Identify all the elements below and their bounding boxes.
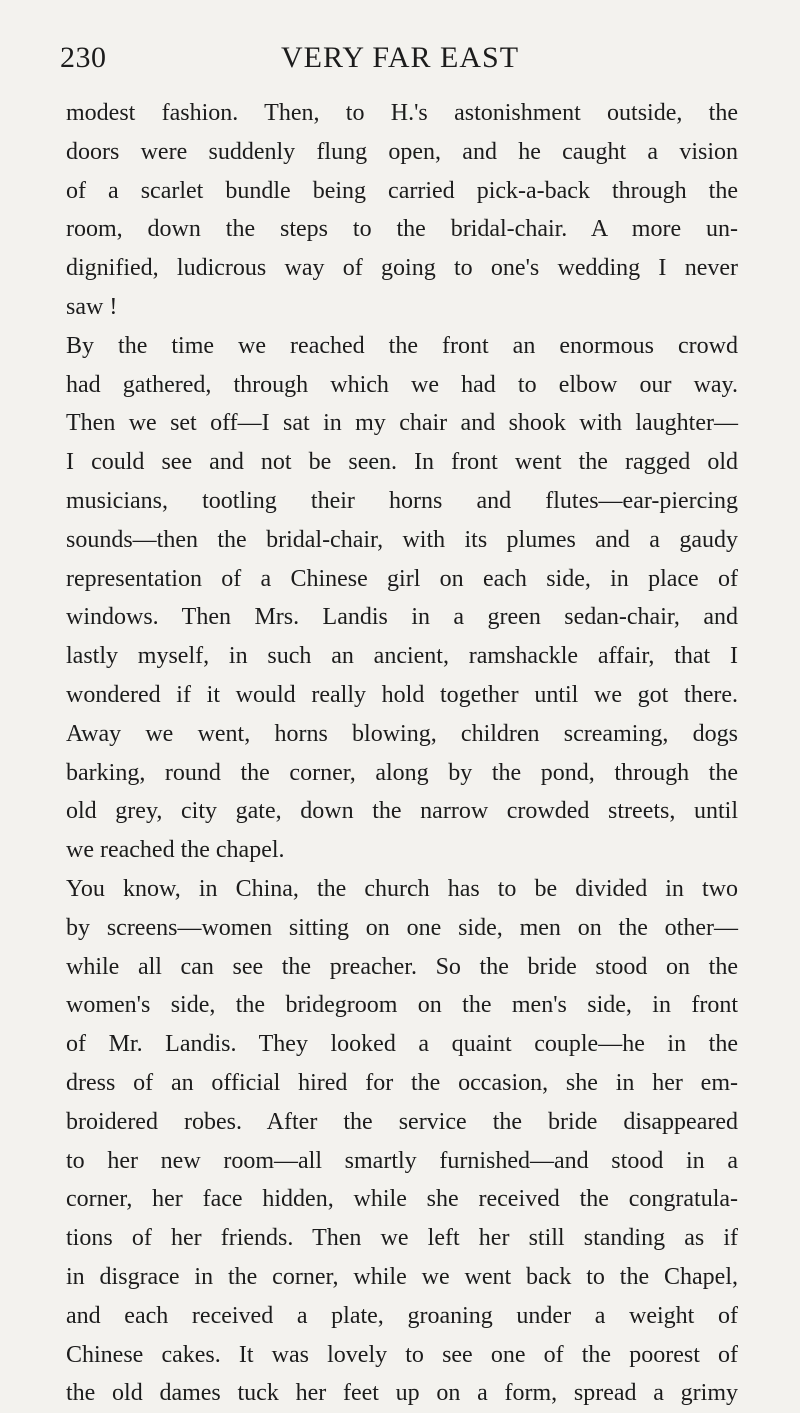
text-line: while all can see the preacher. So the bride stood on the [66, 953, 738, 980]
text-line: to her new room—all smartly furnished—and stood in a [66, 1147, 738, 1174]
body-text [66, 94, 738, 1413]
text-line: doors were suddenly flung open, and he caught a vision [66, 138, 738, 165]
text-line: broidered robes. After the service the bride disappeared [66, 1108, 738, 1135]
running-title: VERY FAR EAST [280, 41, 520, 74]
text-line: lastly myself, in such an ancient, ramshackle affair, that I [66, 643, 738, 670]
text-line: modest fashion. Then, to H.'s astonishment outside, the [66, 100, 738, 126]
text-line: saw ! [66, 293, 118, 320]
text-line: of a scarlet bundle being carried pick-a-back through the [66, 177, 738, 204]
text-line: sounds—then the bridal-chair, with its plumes and a gaudy [66, 526, 738, 553]
text-line: we reached the chapel. [66, 837, 285, 864]
text-line: room, down the steps to the bridal-chair. A more un- [66, 216, 738, 243]
text-line: wondered if it would really hold together until we got there. [66, 681, 738, 708]
text-line: women's side, the bridegroom on the men's side, in front [66, 992, 738, 1019]
text-line: I could see and not be seen. In front went the ragged old [66, 449, 738, 476]
text-line: dignified, ludicrous way of going to one's wedding I never [66, 255, 738, 282]
text-line: musicians, tootling their horns and flutes—ear-piercing [66, 487, 738, 514]
text-line: Away we went, horns blowing, children screaming, dogs [66, 720, 738, 747]
page-number: 230 [60, 41, 107, 74]
text-line: and each received a plate, groaning under a weight of [66, 1302, 738, 1329]
text-line: had gathered, through which we had to elbow our way. [66, 371, 738, 398]
text-line: Then we set off—I sat in my chair and shook with laughter— [66, 410, 738, 437]
text-line: by screens—women sitting on one side, men on the other— [66, 914, 738, 941]
text-line: in disgrace in the corner, while we went back to the Chapel, [66, 1263, 738, 1290]
text-line: corner, her face hidden, while she received the congratula- [66, 1186, 738, 1213]
text-line: tions of her friends. Then we left her still standing as if [66, 1225, 738, 1252]
text-line: of Mr. Landis. They looked a quaint couple—he in the [66, 1031, 738, 1058]
text-line: dress of an official hired for the occasion, she in her em- [66, 1069, 738, 1096]
text-line: You know, in China, the church has to be divided in two [66, 875, 738, 902]
text-line: old grey, city gate, down the narrow crowded streets, until [66, 798, 738, 825]
text-line: barking, round the corner, along by the pond, through the [66, 759, 738, 786]
text-line: representation of a Chinese girl on each side, in place of [66, 565, 738, 592]
text-line: windows. Then Mrs. Landis in a green sedan-chair, and [66, 604, 738, 631]
text-line: By the time we reached the front an enormous crowd [66, 332, 738, 359]
text-line: the old dames tuck her feet up on a form, spread a grimy [66, 1380, 738, 1407]
text-line: Chinese cakes. It was lovely to see one of the poorest of [66, 1341, 738, 1368]
page-header [60, 38, 740, 78]
